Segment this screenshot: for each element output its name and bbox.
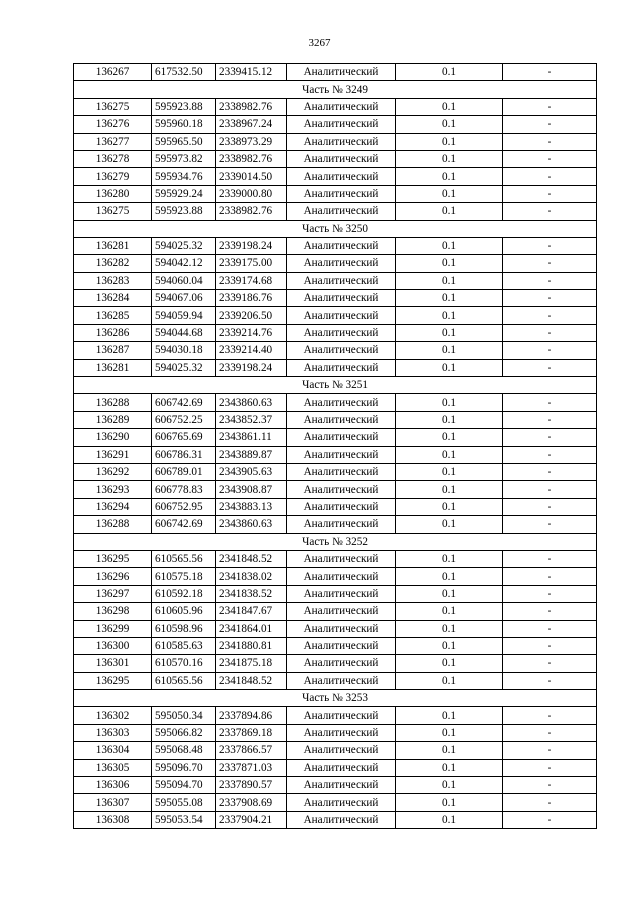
method-cell: Аналитический [287, 203, 396, 220]
y-coordinate-cell: 2338967.24 [216, 116, 287, 133]
accuracy-cell: 0.1 [396, 411, 503, 428]
method-cell: Аналитический [287, 498, 396, 515]
point-id-cell: 136305 [74, 759, 152, 776]
accuracy-cell: 0.1 [396, 550, 503, 567]
table-row [74, 290, 597, 307]
point-id-cell: 136293 [74, 481, 152, 498]
table-row [74, 481, 597, 498]
point-id-cell: 136281 [74, 237, 152, 254]
y-coordinate-cell: 2338982.76 [216, 203, 287, 220]
accuracy-cell: 0.1 [396, 742, 503, 759]
point-id-cell: 136295 [74, 550, 152, 567]
x-coordinate-cell: 595053.54 [152, 811, 216, 828]
accuracy-cell: 0.1 [396, 620, 503, 637]
method-cell: Аналитический [287, 550, 396, 567]
accuracy-cell: 0.1 [396, 481, 503, 498]
x-coordinate-cell: 610605.96 [152, 603, 216, 620]
method-cell: Аналитический [287, 620, 396, 637]
table-row [74, 568, 597, 585]
table-row [74, 150, 597, 167]
x-coordinate-cell: 606752.95 [152, 498, 216, 515]
x-coordinate-cell: 595934.76 [152, 168, 216, 185]
note-cell: - [503, 324, 597, 341]
method-cell: Аналитический [287, 463, 396, 480]
y-coordinate-cell: 2338973.29 [216, 133, 287, 150]
note-cell: - [503, 150, 597, 167]
point-id-cell: 136295 [74, 672, 152, 689]
x-coordinate-cell: 606752.25 [152, 411, 216, 428]
x-coordinate-cell: 610565.56 [152, 672, 216, 689]
x-coordinate-cell: 595094.70 [152, 777, 216, 794]
table-row [74, 359, 597, 376]
table-row [74, 603, 597, 620]
accuracy-cell: 0.1 [396, 707, 503, 724]
table-row [74, 429, 597, 446]
method-cell: Аналитический [287, 446, 396, 463]
y-coordinate-cell: 2341838.02 [216, 568, 287, 585]
y-coordinate-cell: 2339214.40 [216, 342, 287, 359]
point-id-cell: 136301 [74, 655, 152, 672]
y-coordinate-cell: 2337869.18 [216, 724, 287, 741]
y-coordinate-cell: 2337866.57 [216, 742, 287, 759]
accuracy-cell: 0.1 [396, 255, 503, 272]
y-coordinate-cell: 2343905.63 [216, 463, 287, 480]
note-cell: - [503, 498, 597, 515]
point-id-cell: 136288 [74, 516, 152, 533]
note-cell: - [503, 255, 597, 272]
point-id-cell: 136303 [74, 724, 152, 741]
point-id-cell: 136294 [74, 498, 152, 515]
table-row [74, 672, 597, 689]
point-id-cell: 136291 [74, 446, 152, 463]
accuracy-cell: 0.1 [396, 64, 503, 81]
x-coordinate-cell: 594067.06 [152, 290, 216, 307]
method-cell: Аналитический [287, 290, 396, 307]
y-coordinate-cell: 2339175.00 [216, 255, 287, 272]
y-coordinate-cell: 2337904.21 [216, 811, 287, 828]
note-cell: - [503, 811, 597, 828]
accuracy-cell: 0.1 [396, 237, 503, 254]
table-row [74, 324, 597, 341]
accuracy-cell: 0.1 [396, 463, 503, 480]
y-coordinate-cell: 2341848.52 [216, 672, 287, 689]
method-cell: Аналитический [287, 811, 396, 828]
table-row [74, 168, 597, 185]
method-cell: Аналитический [287, 777, 396, 794]
point-id-cell: 136300 [74, 637, 152, 654]
point-id-cell: 136290 [74, 429, 152, 446]
point-id-cell: 136267 [74, 64, 152, 81]
table-row [74, 811, 597, 828]
table-row [74, 203, 597, 220]
accuracy-cell: 0.1 [396, 585, 503, 602]
accuracy-cell: 0.1 [396, 446, 503, 463]
note-cell: - [503, 342, 597, 359]
y-coordinate-cell: 2341847.67 [216, 603, 287, 620]
table-row [74, 237, 597, 254]
point-id-cell: 136285 [74, 307, 152, 324]
x-coordinate-cell: 606786.31 [152, 446, 216, 463]
accuracy-cell: 0.1 [396, 759, 503, 776]
accuracy-cell: 0.1 [396, 516, 503, 533]
table-row [74, 116, 597, 133]
method-cell: Аналитический [287, 481, 396, 498]
accuracy-cell: 0.1 [396, 498, 503, 515]
point-id-cell: 136284 [74, 290, 152, 307]
accuracy-cell: 0.1 [396, 777, 503, 794]
note-cell: - [503, 550, 597, 567]
accuracy-cell: 0.1 [396, 655, 503, 672]
accuracy-cell: 0.1 [396, 724, 503, 741]
x-coordinate-cell: 610585.63 [152, 637, 216, 654]
accuracy-cell: 0.1 [396, 672, 503, 689]
point-id-cell: 136297 [74, 585, 152, 602]
method-cell: Аналитический [287, 237, 396, 254]
x-coordinate-cell: 595050.34 [152, 707, 216, 724]
note-cell: - [503, 446, 597, 463]
point-id-cell: 136304 [74, 742, 152, 759]
x-coordinate-cell: 594059.94 [152, 307, 216, 324]
x-coordinate-cell: 594044.68 [152, 324, 216, 341]
x-coordinate-cell: 606742.69 [152, 516, 216, 533]
x-coordinate-cell: 594060.04 [152, 272, 216, 289]
y-coordinate-cell: 2337890.57 [216, 777, 287, 794]
y-coordinate-cell: 2343860.63 [216, 516, 287, 533]
point-id-cell: 136275 [74, 203, 152, 220]
point-id-cell: 136282 [74, 255, 152, 272]
note-cell: - [503, 290, 597, 307]
table-row [74, 394, 597, 411]
x-coordinate-cell: 595066.82 [152, 724, 216, 741]
x-coordinate-cell: 595929.24 [152, 185, 216, 202]
point-id-cell: 136307 [74, 794, 152, 811]
y-coordinate-cell: 2341864.01 [216, 620, 287, 637]
table-row [74, 759, 597, 776]
x-coordinate-cell: 617532.50 [152, 64, 216, 81]
y-coordinate-cell: 2341875.18 [216, 655, 287, 672]
accuracy-cell: 0.1 [396, 168, 503, 185]
note-cell: - [503, 203, 597, 220]
section-row [74, 377, 597, 394]
method-cell: Аналитический [287, 324, 396, 341]
x-coordinate-cell: 595096.70 [152, 759, 216, 776]
section-row [74, 690, 597, 707]
note-cell: - [503, 64, 597, 81]
section-row [74, 81, 597, 98]
point-id-cell: 136298 [74, 603, 152, 620]
table-row [74, 498, 597, 515]
method-cell: Аналитический [287, 307, 396, 324]
table-row [74, 446, 597, 463]
y-coordinate-cell: 2341848.52 [216, 550, 287, 567]
x-coordinate-cell: 595055.08 [152, 794, 216, 811]
table-row [74, 463, 597, 480]
accuracy-cell: 0.1 [396, 342, 503, 359]
method-cell: Аналитический [287, 411, 396, 428]
note-cell: - [503, 98, 597, 115]
note-cell: - [503, 168, 597, 185]
table-row [74, 550, 597, 567]
accuracy-cell: 0.1 [396, 794, 503, 811]
method-cell: Аналитический [287, 516, 396, 533]
method-cell: Аналитический [287, 742, 396, 759]
method-cell: Аналитический [287, 185, 396, 202]
x-coordinate-cell: 610575.18 [152, 568, 216, 585]
note-cell: - [503, 707, 597, 724]
x-coordinate-cell: 610592.18 [152, 585, 216, 602]
section-row [74, 533, 597, 550]
y-coordinate-cell: 2338982.76 [216, 150, 287, 167]
section-row [74, 220, 597, 237]
note-cell: - [503, 620, 597, 637]
note-cell: - [503, 411, 597, 428]
point-id-cell: 136292 [74, 463, 152, 480]
table-row [74, 185, 597, 202]
method-cell: Аналитический [287, 116, 396, 133]
method-cell: Аналитический [287, 707, 396, 724]
table-row [74, 637, 597, 654]
x-coordinate-cell: 594025.32 [152, 359, 216, 376]
table-row [74, 342, 597, 359]
method-cell: Аналитический [287, 672, 396, 689]
method-cell: Аналитический [287, 394, 396, 411]
accuracy-cell: 0.1 [396, 290, 503, 307]
x-coordinate-cell: 594042.12 [152, 255, 216, 272]
method-cell: Аналитический [287, 359, 396, 376]
table-row [74, 794, 597, 811]
note-cell: - [503, 116, 597, 133]
x-coordinate-cell: 610570.16 [152, 655, 216, 672]
table-row [74, 707, 597, 724]
accuracy-cell: 0.1 [396, 394, 503, 411]
method-cell: Аналитический [287, 255, 396, 272]
point-id-cell: 136296 [74, 568, 152, 585]
method-cell: Аналитический [287, 64, 396, 81]
method-cell: Аналитический [287, 150, 396, 167]
note-cell: - [503, 359, 597, 376]
point-id-cell: 136302 [74, 707, 152, 724]
x-coordinate-cell: 606789.01 [152, 463, 216, 480]
accuracy-cell: 0.1 [396, 272, 503, 289]
note-cell: - [503, 463, 597, 480]
section-title: Часть № 3249 [74, 81, 597, 98]
x-coordinate-cell: 594030.18 [152, 342, 216, 359]
y-coordinate-cell: 2337894.86 [216, 707, 287, 724]
method-cell: Аналитический [287, 585, 396, 602]
point-id-cell: 136280 [74, 185, 152, 202]
y-coordinate-cell: 2339174.68 [216, 272, 287, 289]
method-cell: Аналитический [287, 568, 396, 585]
note-cell: - [503, 794, 597, 811]
accuracy-cell: 0.1 [396, 185, 503, 202]
y-coordinate-cell: 2339415.12 [216, 64, 287, 81]
coordinates-table-body [74, 64, 597, 829]
table-row [74, 742, 597, 759]
table-row [74, 516, 597, 533]
method-cell: Аналитический [287, 655, 396, 672]
accuracy-cell: 0.1 [396, 307, 503, 324]
x-coordinate-cell: 595068.48 [152, 742, 216, 759]
coordinates-table [73, 63, 597, 829]
y-coordinate-cell: 2343861.11 [216, 429, 287, 446]
note-cell: - [503, 568, 597, 585]
note-cell: - [503, 777, 597, 794]
method-cell: Аналитический [287, 603, 396, 620]
method-cell: Аналитический [287, 724, 396, 741]
y-coordinate-cell: 2343908.87 [216, 481, 287, 498]
point-id-cell: 136287 [74, 342, 152, 359]
x-coordinate-cell: 610598.96 [152, 620, 216, 637]
note-cell: - [503, 516, 597, 533]
note-cell: - [503, 133, 597, 150]
section-title: Часть № 3253 [74, 690, 597, 707]
y-coordinate-cell: 2343883.13 [216, 498, 287, 515]
x-coordinate-cell: 606742.69 [152, 394, 216, 411]
point-id-cell: 136299 [74, 620, 152, 637]
accuracy-cell: 0.1 [396, 359, 503, 376]
y-coordinate-cell: 2337908.69 [216, 794, 287, 811]
method-cell: Аналитический [287, 342, 396, 359]
accuracy-cell: 0.1 [396, 429, 503, 446]
y-coordinate-cell: 2339206.50 [216, 307, 287, 324]
method-cell: Аналитический [287, 794, 396, 811]
point-id-cell: 136281 [74, 359, 152, 376]
note-cell: - [503, 724, 597, 741]
x-coordinate-cell: 594025.32 [152, 237, 216, 254]
table-row [74, 620, 597, 637]
y-coordinate-cell: 2339198.24 [216, 237, 287, 254]
accuracy-cell: 0.1 [396, 116, 503, 133]
note-cell: - [503, 481, 597, 498]
table-row [74, 255, 597, 272]
note-cell: - [503, 672, 597, 689]
x-coordinate-cell: 610565.56 [152, 550, 216, 567]
table-row [74, 655, 597, 672]
section-title: Часть № 3250 [74, 220, 597, 237]
accuracy-cell: 0.1 [396, 203, 503, 220]
y-coordinate-cell: 2339000.80 [216, 185, 287, 202]
table-row [74, 724, 597, 741]
note-cell: - [503, 429, 597, 446]
table-row [74, 777, 597, 794]
point-id-cell: 136275 [74, 98, 152, 115]
y-coordinate-cell: 2343852.37 [216, 411, 287, 428]
accuracy-cell: 0.1 [396, 324, 503, 341]
y-coordinate-cell: 2338982.76 [216, 98, 287, 115]
point-id-cell: 136277 [74, 133, 152, 150]
y-coordinate-cell: 2339198.24 [216, 359, 287, 376]
y-coordinate-cell: 2339186.76 [216, 290, 287, 307]
point-id-cell: 136308 [74, 811, 152, 828]
note-cell: - [503, 742, 597, 759]
x-coordinate-cell: 606778.83 [152, 481, 216, 498]
note-cell: - [503, 759, 597, 776]
point-id-cell: 136278 [74, 150, 152, 167]
point-id-cell: 136289 [74, 411, 152, 428]
point-id-cell: 136283 [74, 272, 152, 289]
table-row [74, 98, 597, 115]
note-cell: - [503, 185, 597, 202]
accuracy-cell: 0.1 [396, 603, 503, 620]
method-cell: Аналитический [287, 429, 396, 446]
method-cell: Аналитический [287, 98, 396, 115]
x-coordinate-cell: 595923.88 [152, 98, 216, 115]
accuracy-cell: 0.1 [396, 98, 503, 115]
note-cell: - [503, 394, 597, 411]
accuracy-cell: 0.1 [396, 150, 503, 167]
method-cell: Аналитический [287, 637, 396, 654]
section-title: Часть № 3252 [74, 533, 597, 550]
table-row [74, 133, 597, 150]
note-cell: - [503, 237, 597, 254]
table-row [74, 272, 597, 289]
x-coordinate-cell: 595965.50 [152, 133, 216, 150]
point-id-cell: 136288 [74, 394, 152, 411]
table-row [74, 411, 597, 428]
x-coordinate-cell: 606765.69 [152, 429, 216, 446]
y-coordinate-cell: 2339014.50 [216, 168, 287, 185]
table-row [74, 585, 597, 602]
table-row [74, 64, 597, 81]
y-coordinate-cell: 2343889.87 [216, 446, 287, 463]
note-cell: - [503, 603, 597, 620]
x-coordinate-cell: 595973.82 [152, 150, 216, 167]
method-cell: Аналитический [287, 272, 396, 289]
y-coordinate-cell: 2337871.03 [216, 759, 287, 776]
method-cell: Аналитический [287, 759, 396, 776]
x-coordinate-cell: 595960.18 [152, 116, 216, 133]
table-row [74, 307, 597, 324]
point-id-cell: 136306 [74, 777, 152, 794]
point-id-cell: 136276 [74, 116, 152, 133]
page-number: 3267 [308, 37, 331, 49]
note-cell: - [503, 637, 597, 654]
y-coordinate-cell: 2341880.81 [216, 637, 287, 654]
accuracy-cell: 0.1 [396, 568, 503, 585]
point-id-cell: 136279 [74, 168, 152, 185]
x-coordinate-cell: 595923.88 [152, 203, 216, 220]
y-coordinate-cell: 2339214.76 [216, 324, 287, 341]
method-cell: Аналитический [287, 133, 396, 150]
accuracy-cell: 0.1 [396, 811, 503, 828]
accuracy-cell: 0.1 [396, 133, 503, 150]
section-title: Часть № 3251 [74, 377, 597, 394]
note-cell: - [503, 655, 597, 672]
y-coordinate-cell: 2341838.52 [216, 585, 287, 602]
point-id-cell: 136286 [74, 324, 152, 341]
y-coordinate-cell: 2343860.63 [216, 394, 287, 411]
method-cell: Аналитический [287, 168, 396, 185]
note-cell: - [503, 272, 597, 289]
note-cell: - [503, 307, 597, 324]
note-cell: - [503, 585, 597, 602]
accuracy-cell: 0.1 [396, 637, 503, 654]
